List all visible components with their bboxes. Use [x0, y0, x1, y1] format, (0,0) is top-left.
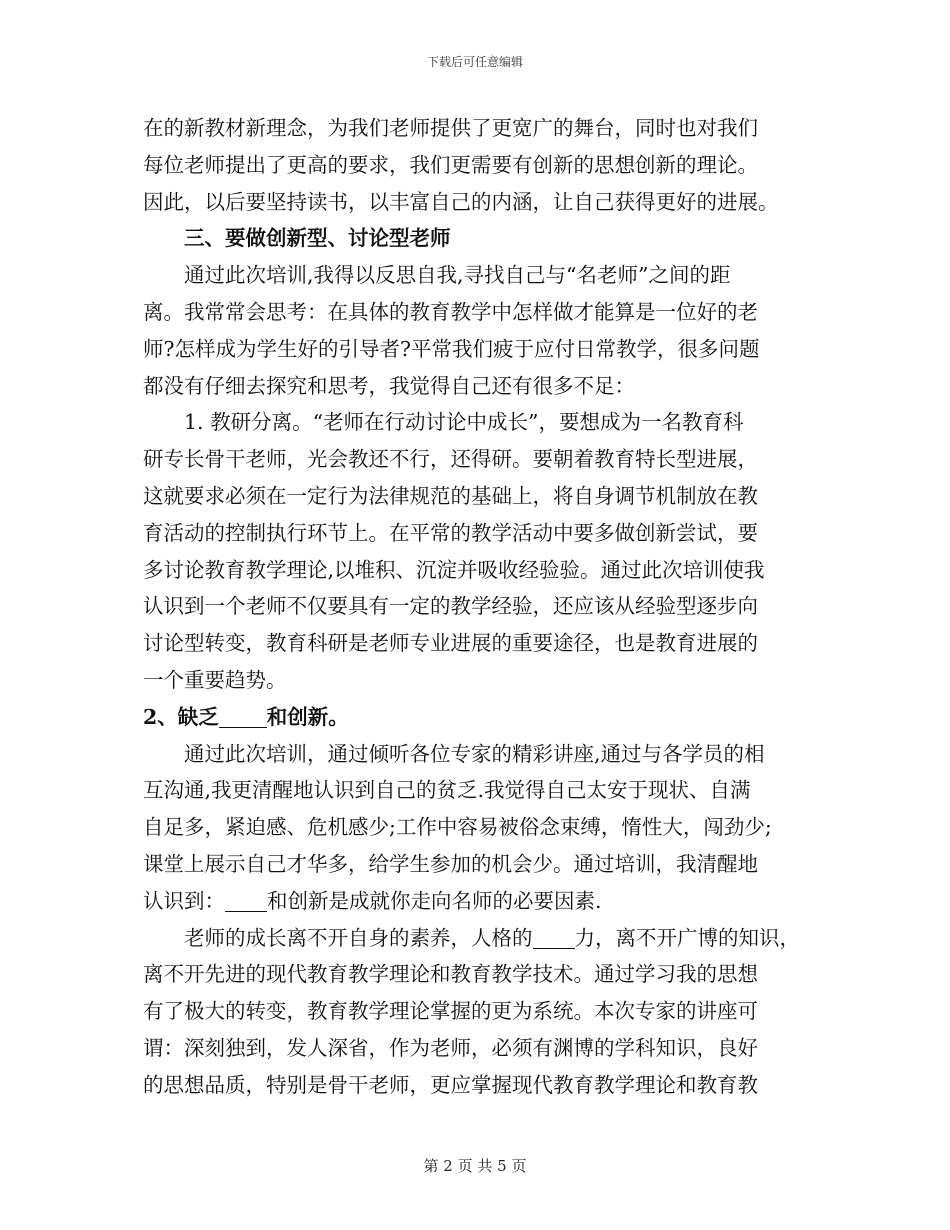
page-footer: 第 2 页 共 5 页	[423, 1157, 527, 1175]
text-line: 师?怎样成为学生好的引导者?平常我们疲于应付日常教学，很多问题	[143, 336, 760, 361]
text-line: 课堂上展示自己才华多，给学生参加的机会少。通过培训，我清醒地	[143, 851, 758, 876]
text-line: 自足多，紧迫感、危机感少;工作中容易被俗念束缚，惰性大，闯劲少;	[143, 815, 772, 840]
fill-blank	[225, 891, 267, 912]
text-line: 认识到一个老师不仅要具有一定的教学经验，还应该从经验型逐步向	[143, 594, 758, 619]
text-line: 因此，以后要坚持读书，以丰富自己的内涵，让自己获得更好的进展。	[143, 189, 779, 214]
fill-blank	[219, 707, 267, 728]
list-item-line: 1. 教研分离。“老师在行动讨论中成长”，要想成为一名教育科	[184, 410, 744, 435]
text-line: 的思想品质，特别是骨干老师，更应掌握现代教育教学理论和教育教	[143, 1072, 758, 1097]
text-line: 认识到： 和创新是成就你走向名师的必要因素.	[143, 888, 602, 913]
section-heading: 三、要做创新型、讨论型老师	[184, 226, 451, 251]
text-line: 互沟通,我更清醒地认识到自己的贫乏.我觉得自己太安于现状、自满	[143, 778, 751, 803]
text-line: 谓：深刻独到，发人深省，作为老师，必须有渊博的学科知识，良好	[143, 1035, 758, 1060]
text-line: 多讨论教育教学理论,以堆积、沉淀并吸收经验验。通过此次培训使我	[143, 557, 765, 582]
document-body	[143, 110, 823, 1104]
text-line: 有了极大的转变，教育教学理论掌握的更为系统。本次专家的讲座可	[143, 999, 758, 1024]
subsection-heading: 2、缺乏 和创新。	[143, 704, 349, 729]
fill-blank	[533, 928, 575, 949]
text-line: 在的新教材新理念，为我们老师提供了更宽广的舞台，同时也对我们	[143, 116, 758, 140]
text-line: 老师的成长离不开自身的素养，人格的 力，离不开广博的知识，	[184, 925, 800, 950]
text-line: 都没有仔细去探究和思考，我觉得自己还有很多不足：	[143, 373, 635, 398]
text-line: 研专长骨干老师，光会教还不行，还得研。要朝着教育特长型进展，	[143, 447, 758, 472]
text-line: 通过此次培训，通过倾听各位专家的精彩讲座,通过与各学员的相	[184, 741, 765, 766]
text-line: 育活动的控制执行环节上。在平常的教学活动中要多做创新尝试，要	[143, 520, 758, 545]
text-line: 这就要求必须在一定行为法律规范的基础上，将自身调节机制放在教	[143, 483, 758, 508]
text-line: 每位老师提出了更高的要求，我们更需要有创新的思想创新的理论。	[143, 152, 758, 177]
text-line: 离不开先进的现代教育教学理论和教育教学技术。通过学习我的思想	[143, 962, 758, 987]
text-line: 通过此次培训,我得以反思自我,寻找自己与“名老师”之间的距	[184, 263, 731, 288]
text-line: 一个重要趋势。	[143, 667, 287, 692]
page-header: 下载后可任意编辑	[426, 55, 523, 69]
text-line: 讨论型转变，教育科研是老师专业进展的重要途径，也是教育进展的	[143, 631, 758, 656]
text-line: 离。我常常会思考：在具体的教育教学中怎样做才能算是一位好的老	[143, 299, 758, 324]
